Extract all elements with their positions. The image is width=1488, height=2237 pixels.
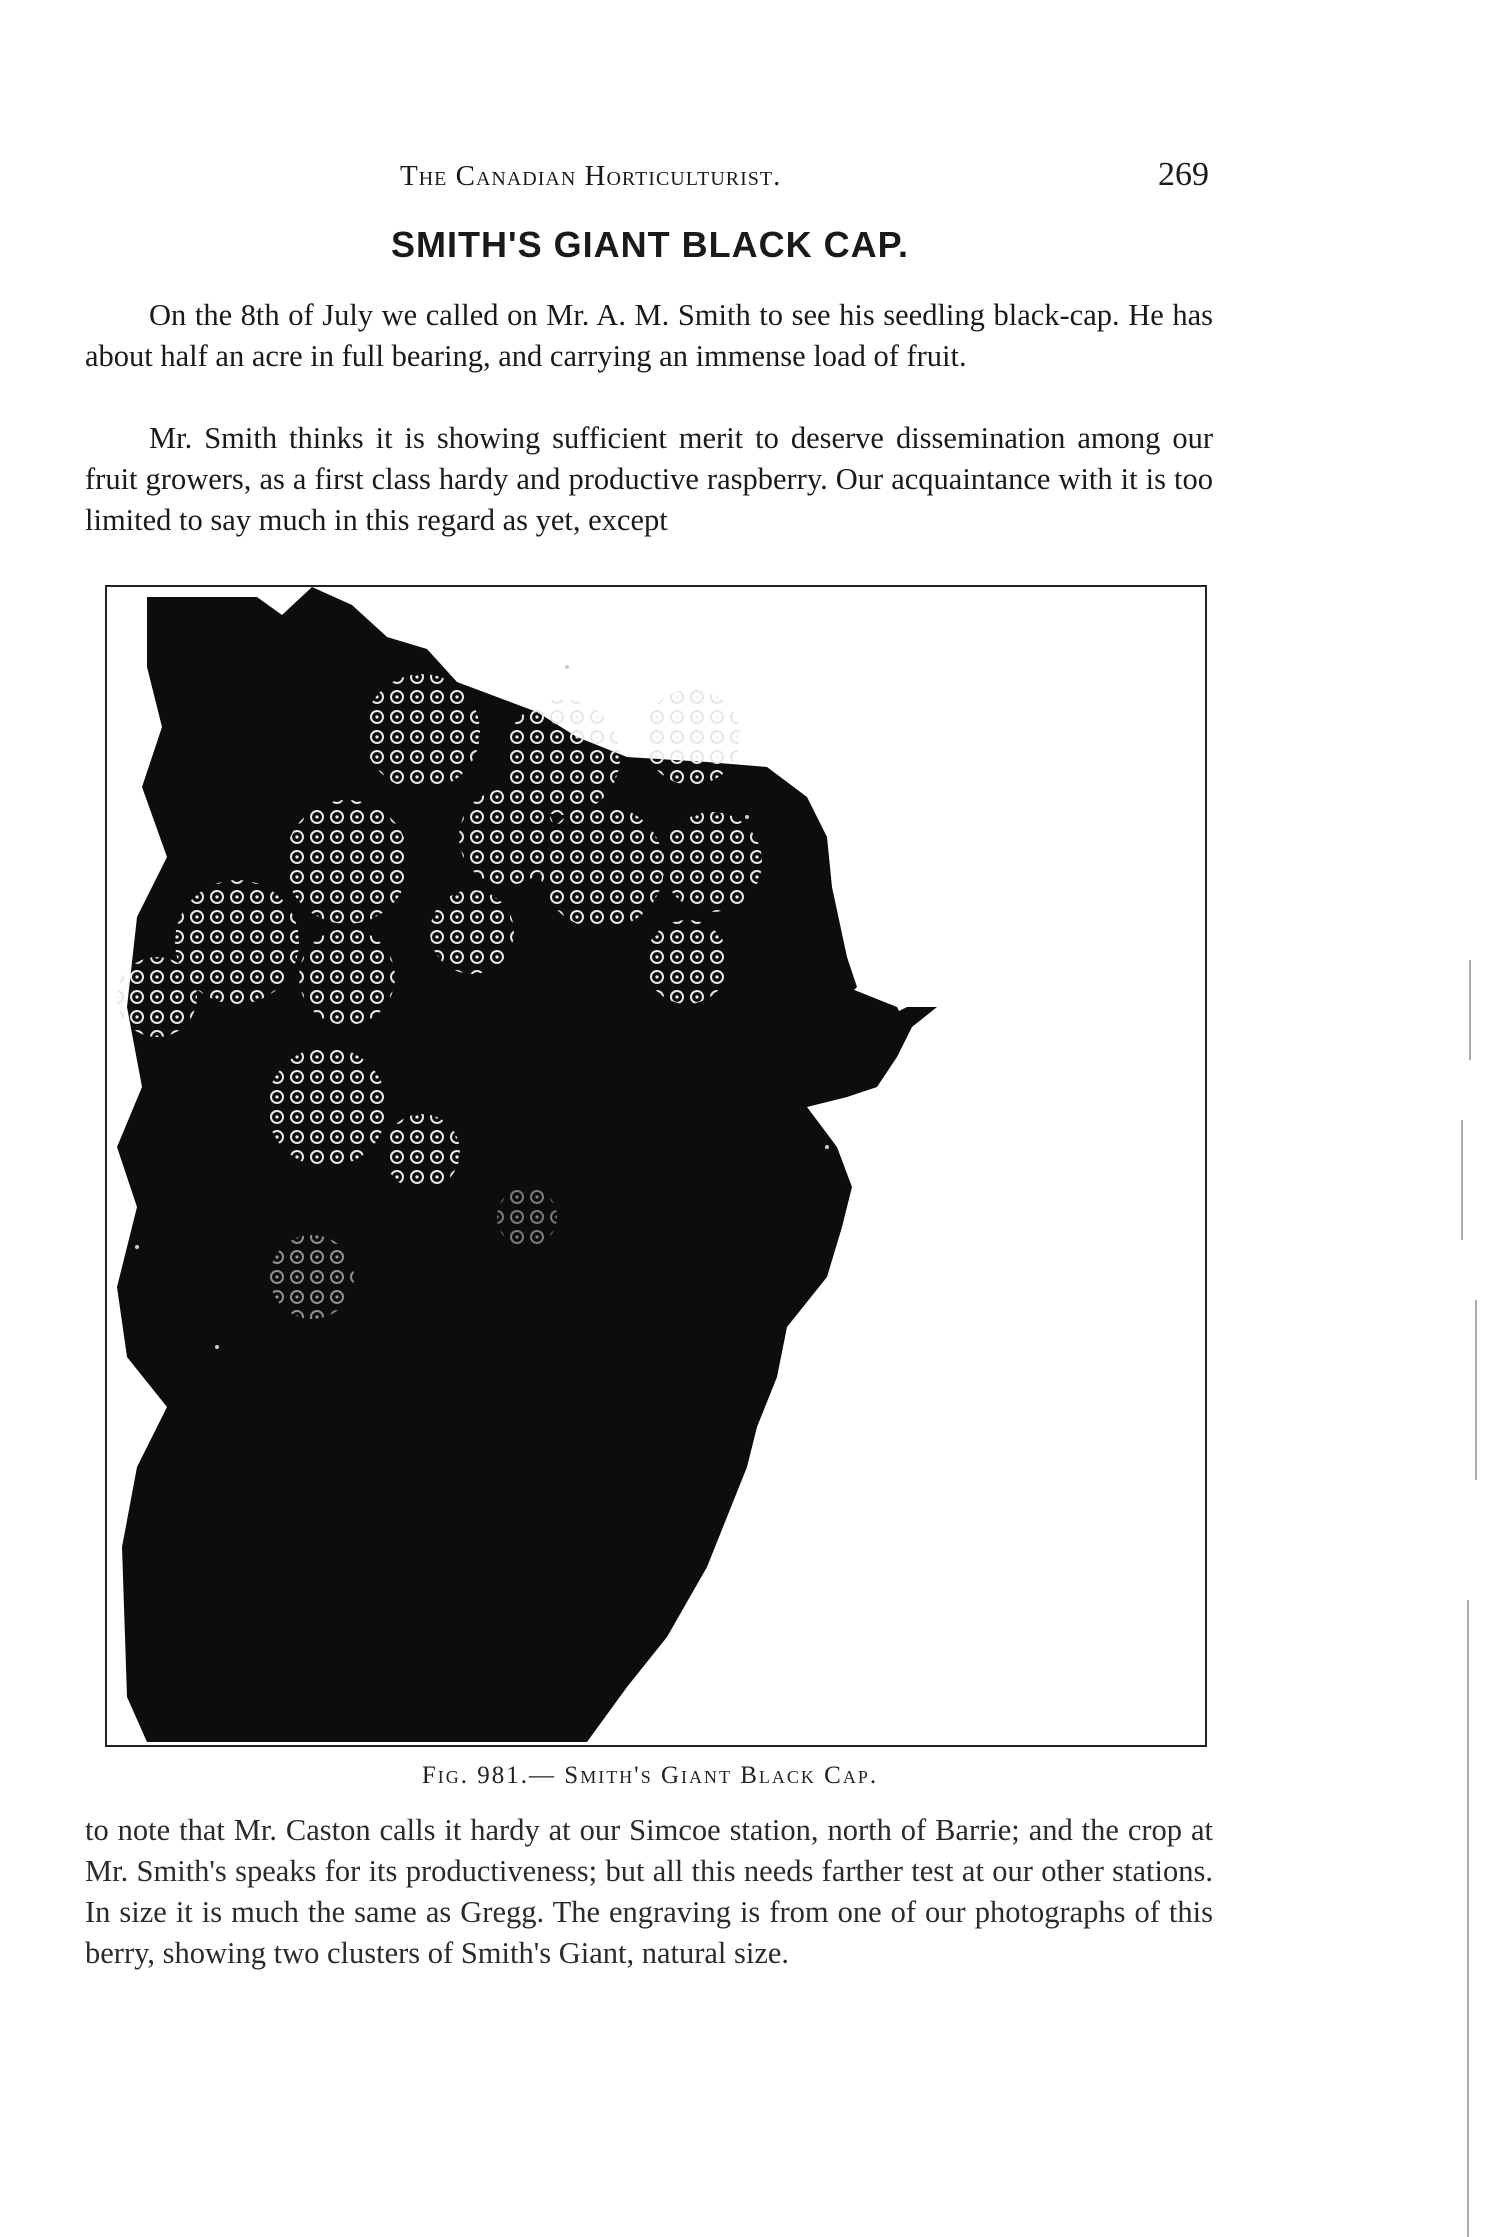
- paragraph-3: to note that Mr. Caston calls it hardy at our Simcoe station, north of Barrie; and the crop at Mr. Smith's speaks for its productiveness; but all this needs farther test at our other stations. In size it is much the same as Gregg. The engraving is from one of our photographs of this berry, showing two clusters of Smith's Giant, natural size.: [85, 1813, 1213, 1970]
- paragraph-1: On the 8th of July we called on Mr. A. M. Smith to see his seedling black-cap. He has about half an acre in full bearing, and carrying an immense load of fruit.: [85, 298, 1213, 373]
- running-head: The Canadian Horticulturist.: [400, 160, 782, 192]
- figure-caption: Fig. 981.— Smith's Giant Black Cap.: [421, 1762, 879, 1789]
- berry: [364, 674, 480, 790]
- page-number: 269: [1158, 156, 1209, 193]
- berry: [430, 890, 514, 974]
- berry: [645, 920, 729, 1004]
- paragraph-2: Mr. Smith thinks it is showing sufficient merit to deserve dissemination among our fruit growers, as a first class hardy and productive raspberry. Our acquaintance with it is too limited to say much in this regard as yet, except: [85, 421, 1213, 537]
- article-title: SMITH'S GIANT BLACK CAP.: [391, 224, 909, 265]
- scan-margin-marks: [1418, 0, 1488, 2237]
- berry: [644, 689, 740, 785]
- berry: [384, 1114, 460, 1190]
- berry: [267, 1047, 387, 1167]
- berry: [497, 1187, 557, 1247]
- figure-photograph: [105, 585, 1207, 1747]
- berry: [662, 812, 762, 912]
- black-cap-engraving: [107, 587, 1205, 1745]
- berry: [270, 1235, 354, 1319]
- berry: [299, 929, 395, 1025]
- berry: [117, 957, 197, 1037]
- berry: [540, 805, 664, 929]
- berry: [285, 800, 409, 924]
